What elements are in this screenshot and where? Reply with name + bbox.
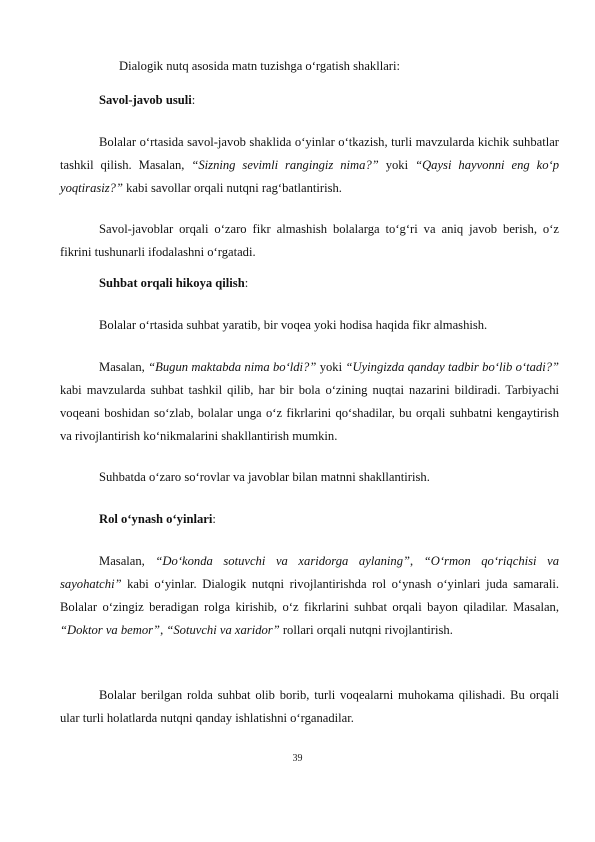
quoted-example: “Sotuvchi va xaridor” xyxy=(166,623,280,637)
section-title-text: Savol-javob usuli xyxy=(99,93,192,107)
section-title-colon: : xyxy=(212,512,216,526)
section-title-text: Suhbat orqali hikoya qilish xyxy=(99,276,245,290)
page-number: 39 xyxy=(292,753,303,764)
text-run: Bolalar o‘rtasida savol-javob shaklida o‘yinlar o‘tkazish, turli mavzularda kichik suhbatlar tashkil qilish. Masalan, xyxy=(60,135,559,172)
paragraph: Bolalar o‘rtasida suhbat yaratib, bir voqea yoki hodisa haqida fikr almashish. xyxy=(99,318,488,332)
text-run: kabi mavzularda suhbat tashkil qilib, har bir bola o‘zining nuqtai nazarini bildiradi. Tarbiyachi voqeani boshidan so‘zlab, bolalar unga o‘z fikrlarini qo‘shadilar, bu orqali suhbatni kengaytirish va rivojlantirish ko‘nikmalarini shakllantirish mumkin. xyxy=(60,383,559,443)
quoted-example: “Doktor va bemor” xyxy=(60,623,161,637)
paragraph: Bolalar berilgan rolda suhbat olib borib, turli voqealarni muhokama qilishadi. Bu orqali ular turli holatlarda nutqni qanday ishlatishni o‘rganadilar. xyxy=(60,688,559,725)
text-run: kabi o‘yinlar. Dialogik nutqni rivojlantirishda rol o‘ynash o‘yinlari juda samarali. Bolalar o‘zingiz beradigan rolga kirishib, o‘z fikrlarini suhbat orqali bayon qiladilar. Masalan, xyxy=(60,577,559,614)
section-title-savol-javob xyxy=(60,89,559,112)
quoted-example: “O‘rmon qo‘riqchisi va sayohatchi” xyxy=(60,554,559,591)
section-title-suhbat xyxy=(60,272,559,295)
text-run: , xyxy=(410,554,424,568)
section-title-text: Rol o‘ynash o‘yinlari xyxy=(99,512,213,526)
text-run: kabi savollar orqali nutqni rag‘batlantirish. xyxy=(122,181,342,195)
text-run: , xyxy=(160,623,167,637)
section-title-colon: : xyxy=(244,276,249,290)
quoted-example: “Qaysi hayvonni eng ko‘p yoqtirasiz?” xyxy=(60,158,560,195)
paragraph xyxy=(60,550,559,642)
quoted-example: “Sizning sevimli rangingiz nima?” xyxy=(191,158,379,172)
text-run: rollari orqali nutqni rivojlantirish. xyxy=(279,623,453,637)
page-heading: Dialogik nutq asosida matn tuzishga o‘rgatish shakllari: xyxy=(119,59,400,73)
quoted-example: “Uyingizda qanday tadbir bo‘lib o‘tadi?” xyxy=(345,360,559,374)
section-title-colon: : xyxy=(191,93,196,107)
paragraph xyxy=(60,131,559,200)
text-run: Masalan, xyxy=(99,360,149,374)
text-run: yoki xyxy=(316,360,346,374)
quoted-example: “Bugun maktabda nima bo‘ldi?” xyxy=(148,360,317,374)
paragraph: Savol-javoblar orqali o‘zaro fikr almashish bolalarga to‘g‘ri va aniq javob berish, o‘z fikrini tushunarli ifodalashni o‘rgatadi. xyxy=(60,222,559,259)
paragraph xyxy=(60,356,559,448)
paragraph: Suhbatda o‘zaro so‘rovlar va javoblar bilan matnni shakllantirish. xyxy=(99,470,430,484)
text-run: Masalan, xyxy=(99,554,156,568)
quoted-example: “Do‘konda sotuvchi va xaridorga aylaning” xyxy=(155,554,411,568)
text-run: yoki xyxy=(378,158,416,172)
section-title-rol xyxy=(60,508,559,531)
